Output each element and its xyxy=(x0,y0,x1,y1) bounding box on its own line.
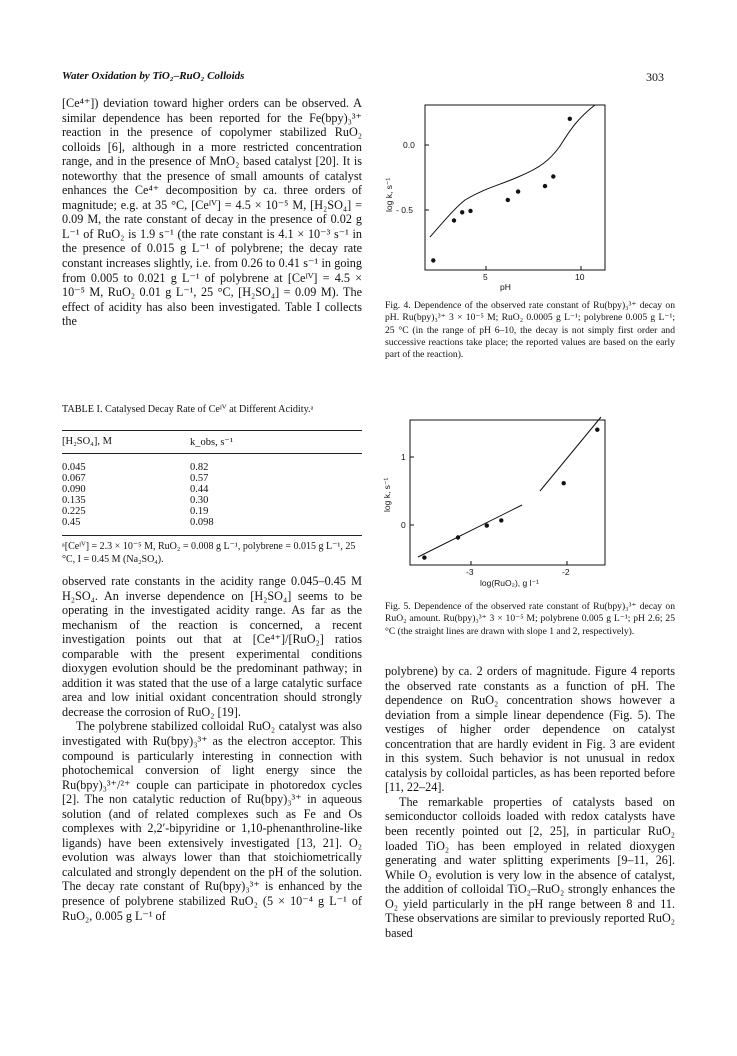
y-tick-label: 1 xyxy=(401,452,406,462)
table-col2-header: k_obs, s⁻¹ xyxy=(190,437,234,448)
y-tick-label: 0.0 xyxy=(403,140,415,150)
data-point xyxy=(485,523,489,527)
data-point xyxy=(499,518,503,522)
table-cell: 0.045 xyxy=(62,462,86,473)
left-column-bottom-text xyxy=(62,574,362,923)
table-col1-header: [H₂SO₄], M xyxy=(62,436,112,447)
table-cell: 0.57 xyxy=(190,473,209,484)
paragraph: observed rate constants in the acidity range 0.045–0.45 M H₂SO₄. An inverse dependence on [H₂SO₄] seems to be operating in the investigated acidity range. As far as the mechanism of the reaction is concerned, a recent investigation points out that at [Ce⁴⁺]/[RuO₂] ratios comparable with the present experimental conditions dioxygen evolution should be the predominant pathway; in addition it was stated that the use of a large catalytic surface area and low initial oxidant concentration should strongly decrease the corrosion of RuO₂ [19]. xyxy=(62,574,362,719)
running-title: Water Oxidation by TiO₂–RuO₂ Colloids xyxy=(62,70,245,82)
plot-frame xyxy=(425,105,605,270)
paragraph: The remarkable properties of catalysts based on semiconductor colloids loaded with redox catalysts have been recently pointed out [2, 25], in particular RuO₂ loaded TiO₂ has been employed in related dioxygen generating and water splitting experiments [9–11, 26]. While O₂ evolution is very low in the absence of catalyst, the addition of colloidal TiO₂–RuO₂ strongly enhances the O₂ yield particularly in the pH range between 8 and 11. These observations are similar to previously reported RuO₂ based xyxy=(385,794,675,940)
slope-2-line xyxy=(540,417,601,491)
data-point xyxy=(595,428,599,432)
table-cell: 0.225 xyxy=(62,506,86,517)
table-top-rule xyxy=(62,430,362,431)
table-bottom-rule xyxy=(62,535,362,536)
data-point xyxy=(562,481,566,485)
data-point xyxy=(506,198,510,202)
data-point xyxy=(422,555,426,559)
table-cell: 0.82 xyxy=(190,462,209,473)
x-axis-label: log(RuO₂), g l⁻¹ xyxy=(480,578,539,588)
y-tick-label: - 0.5 xyxy=(396,205,414,215)
figure-5-caption: Fig. 5. Dependence of the observed rate constant of Ru(bpy)₃³⁺ decay on RuO₂ amount. Ru(bpy)₃³⁺ 3 × 10⁻⁵ M; polybrene 0.005 g L⁻¹; pH 2.6; 25 °C (the straight lines are drawn with slope 1 and 2, respectively). xyxy=(385,601,675,637)
data-point xyxy=(551,174,555,178)
plot-frame xyxy=(410,420,605,565)
table-cell: 0.44 xyxy=(190,484,209,495)
left-column-top-text xyxy=(62,96,362,329)
table-cell: 0.19 xyxy=(190,506,209,517)
table-cell: 0.45 xyxy=(62,517,81,528)
page-number: 303 xyxy=(646,70,664,84)
table-cell: 0.30 xyxy=(190,495,209,506)
figure-4-caption: Fig. 4. Dependence of the observed rate constant of Ru(bpy)₃³⁺ decay on pH. Ru(bpy)₃³⁺ 3 × 10⁻⁵ M; RuO₂ 0.0005 g L⁻¹; polybrene 0.005 g L⁻¹; 25 °C (in the range of pH 6–10, the decay is not simply first order and successive reactions take place; the reported values are based on the early part of the reaction). xyxy=(385,300,675,361)
x-tick-label: -3 xyxy=(466,567,474,577)
table-cell: 0.067 xyxy=(62,473,86,484)
data-point xyxy=(452,218,456,222)
paragraph: polybrene) by ca. 2 orders of magnitude. Figure 4 reports the observed rate constants as a function of pH. The dependence on RuO₂ concentration shows however a deviation from a simple linear dependence (Fig. 5). The vestiges of higher order dependence on catalyst concentration that are hardly evident in Fig. 3 are evident in this system. Such behavior is not unusual in redox catalysis by colloidal particles, as has been reported before [11, 22–24]. xyxy=(385,664,675,795)
data-point xyxy=(543,184,547,188)
y-axis-label: log k, s⁻¹ xyxy=(384,177,394,212)
y-tick-label: 0 xyxy=(401,520,406,530)
x-axis-label: pH xyxy=(500,282,511,292)
slope-1-line xyxy=(418,505,522,557)
y-axis-label: log k, s⁻¹ xyxy=(382,477,392,512)
table-cell: 0.090 xyxy=(62,484,86,495)
data-point xyxy=(431,258,435,262)
right-column-text xyxy=(385,664,675,940)
paragraph: The polybrene stabilized colloidal RuO₂ catalyst was also investigated with Ru(bpy)₃³⁺ as the electron acceptor. This compound is particularly interesting in connection with photochemical conversion of light energy since the Ru(bpy)₃³⁺/²⁺ couple can participate in photoredox cycles [2]. The non catalytic reduction of Ru(bpy)₃³⁺ in aqueous solution (and of related complexes such as Fe and Os complexes with 2,2′-bipyridine or 1,10-phenanthroline-like ligands) have been extensively investigated [13, 21]. O₂ evolution was always lower than that stoichiometrically calculated and strongly dependent on the pH of the solution. The decay rate constant of Ru(bpy)₃³⁺ is enhanced by the presence of polybrene stabilized RuO₂ (5 × 10⁻⁴ g L⁻¹ of RuO₂, 0.005 g L⁻¹ of xyxy=(62,719,362,923)
fit-curve xyxy=(430,105,595,237)
table-cell: 0.135 xyxy=(62,495,86,506)
data-point xyxy=(460,210,464,214)
data-point xyxy=(568,117,572,121)
table-footnote: ᵃ[Ceᴵⱽ] = 2.3 × 10⁻⁵ M, RuO₂ = 0.008 g L⁻¹, polybrene = 0.015 g L⁻¹, 25 °C, I = 0.45 M (Na₂SO₄). xyxy=(62,541,356,565)
table-cell: 0.098 xyxy=(190,517,214,528)
paragraph: [Ce⁴⁺]) deviation toward higher orders can be observed. A similar dependence has been reported for the Fe(bpy)₃³⁺ reaction in the presence of copolymer stabilized RuO₂ colloids [6], although in a more restricted concentration range, and in the presence of MnO₂ based catalyst [20]. It is noteworthy that the presence of small amounts of catalyst enhances the Ce⁴⁺ decomposition by ca. three orders of magnitude; e.g. at 35 °C, [Ceᴵⱽ] = 4.5 × 10⁻⁵ M, [H₂SO₄] = 0.09 M, the rate constant of decay in the presence of 0.02 g L⁻¹ of RuO₂ is 1.9 s⁻¹ (the rate constant is 4.1 × 10⁻³ s⁻¹ in the presence of 0.015 g L⁻¹ of polybrene; the decay rate constant increases slightly, i.e. from 0.26 to 0.41 s⁻¹ in going from 0.005 to 0.021 g L⁻¹ of polybrene at [Ceᴵⱽ] = 4.5 × 10⁻⁵ M, RuO₂ 0.01 g L⁻¹, 25 °C, [H₂SO₄] = 0.09 M). The effect of acidity has also been investigated. Table I collects the xyxy=(62,96,362,329)
figure-4-chart xyxy=(384,100,620,292)
x-tick-label: -2 xyxy=(562,567,570,577)
x-tick-label: 5 xyxy=(483,272,488,282)
data-point xyxy=(516,189,520,193)
table-title: TABLE I. Catalysed Decay Rate of Ceᴵⱽ at Different Acidity.ᵃ xyxy=(62,404,314,415)
data-point xyxy=(456,535,460,539)
x-tick-label: 10 xyxy=(575,272,585,282)
data-point xyxy=(468,209,472,213)
figure-5-chart xyxy=(382,400,620,590)
table-header-rule xyxy=(62,453,362,454)
